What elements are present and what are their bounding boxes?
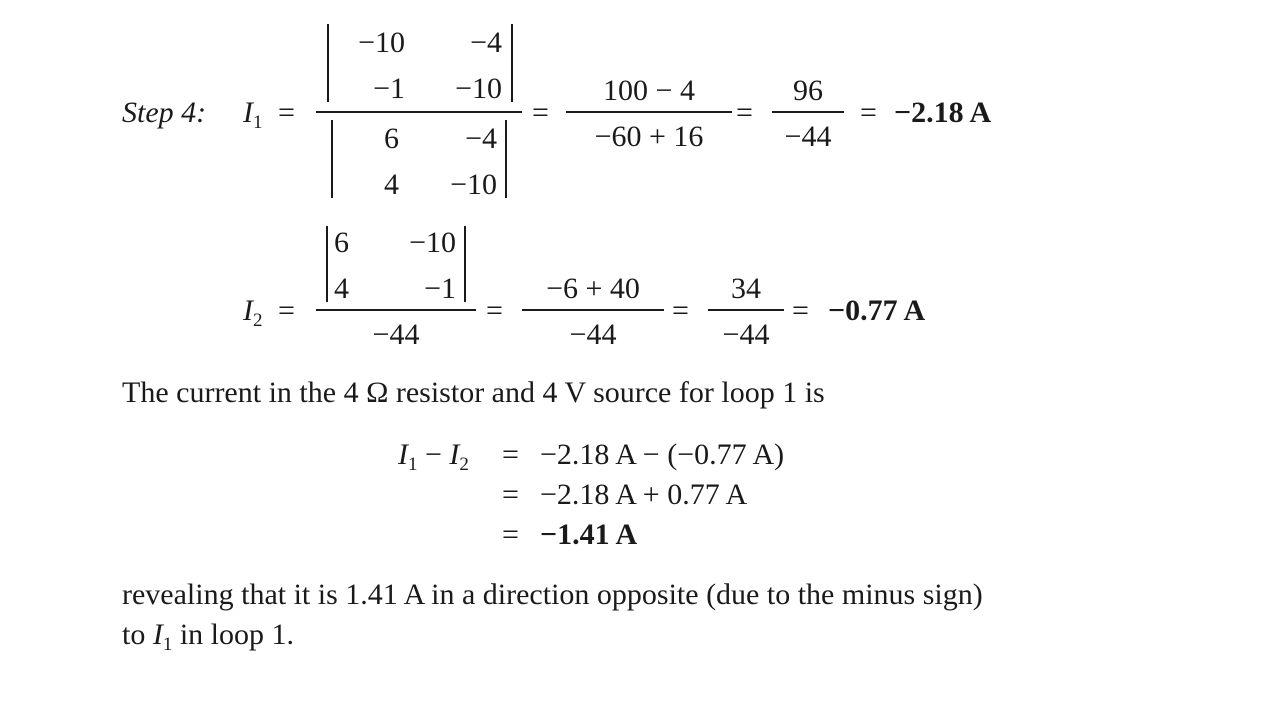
diff-line-2: −2.18 A + 0.77 A — [540, 478, 748, 511]
i2-frac2-denominator: −44 — [569, 318, 617, 351]
det-cell: −10 — [455, 72, 502, 105]
diff-line-1: −2.18 A − (−0.77 A) — [540, 438, 785, 471]
i2-result: −0.77 A — [828, 294, 926, 327]
det-cell: 6 — [384, 122, 399, 155]
i2-frac2-bar — [522, 309, 664, 311]
det-cell: −4 — [470, 26, 502, 59]
det-cell: 4 — [384, 168, 399, 201]
i1-frac2-numerator: 100 − 4 — [603, 74, 695, 107]
i2-equals-2: = — [486, 294, 503, 327]
paragraph-conclusion-line2: to $I_1$ in loop 1. — [122, 618, 295, 655]
i2-frac3-numerator: 34 — [731, 272, 761, 305]
i1-equals-2: = — [532, 96, 549, 129]
i1-equals-4: = — [860, 96, 877, 129]
i2-frac3-denominator: −44 — [722, 318, 770, 351]
i2-equals-3: = — [672, 294, 689, 327]
i1-variable: $I_1$ — [243, 96, 263, 133]
det-cell: −1 — [373, 72, 405, 105]
i1-frac3-denominator: −44 — [784, 120, 832, 153]
i2-variable: $I_2$ — [243, 294, 263, 331]
i1-frac2-bar — [566, 111, 732, 113]
det-cell: −10 — [409, 226, 456, 259]
diff-equals-3: = — [502, 518, 519, 551]
paragraph-conclusion-line1: revealing that it is 1.41 A in a direction opposite (due to the minus sign) — [122, 578, 983, 611]
paragraph-current-text: The current in the 4 Ω resistor and 4 V source for loop 1 is — [122, 376, 825, 409]
i2-frac2-numerator: −6 + 40 — [546, 272, 640, 305]
det-cell: 6 — [334, 226, 349, 259]
i1-frac3-numerator: 96 — [793, 74, 823, 107]
diff-equals-1: = — [502, 438, 519, 471]
det-cell: −10 — [358, 26, 405, 59]
i2-frac3-bar — [708, 309, 784, 311]
det-cell: −1 — [424, 272, 456, 305]
det-cell: 4 — [334, 272, 349, 305]
i1-result: −2.18 A — [894, 96, 992, 129]
det-cell: −10 — [450, 168, 497, 201]
det-cell: −4 — [465, 122, 497, 155]
i2-equals-4: = — [792, 294, 809, 327]
i1-frac3-bar — [772, 111, 844, 113]
i1-fraction-bar — [316, 111, 522, 113]
i2-equals: = — [278, 294, 295, 327]
i2-fraction-bar — [316, 309, 476, 311]
i1-frac2-denominator: −60 + 16 — [594, 120, 704, 153]
i2-denominator: −44 — [372, 318, 420, 351]
diff-equals-2: = — [502, 478, 519, 511]
i1-equals: = — [278, 96, 295, 129]
step-label: Step 4: — [122, 96, 207, 129]
i1-equals-3: = — [736, 96, 753, 129]
diff-result: −1.41 A — [540, 518, 638, 551]
diff-lhs: $I_1 - I_2$ — [398, 438, 469, 475]
